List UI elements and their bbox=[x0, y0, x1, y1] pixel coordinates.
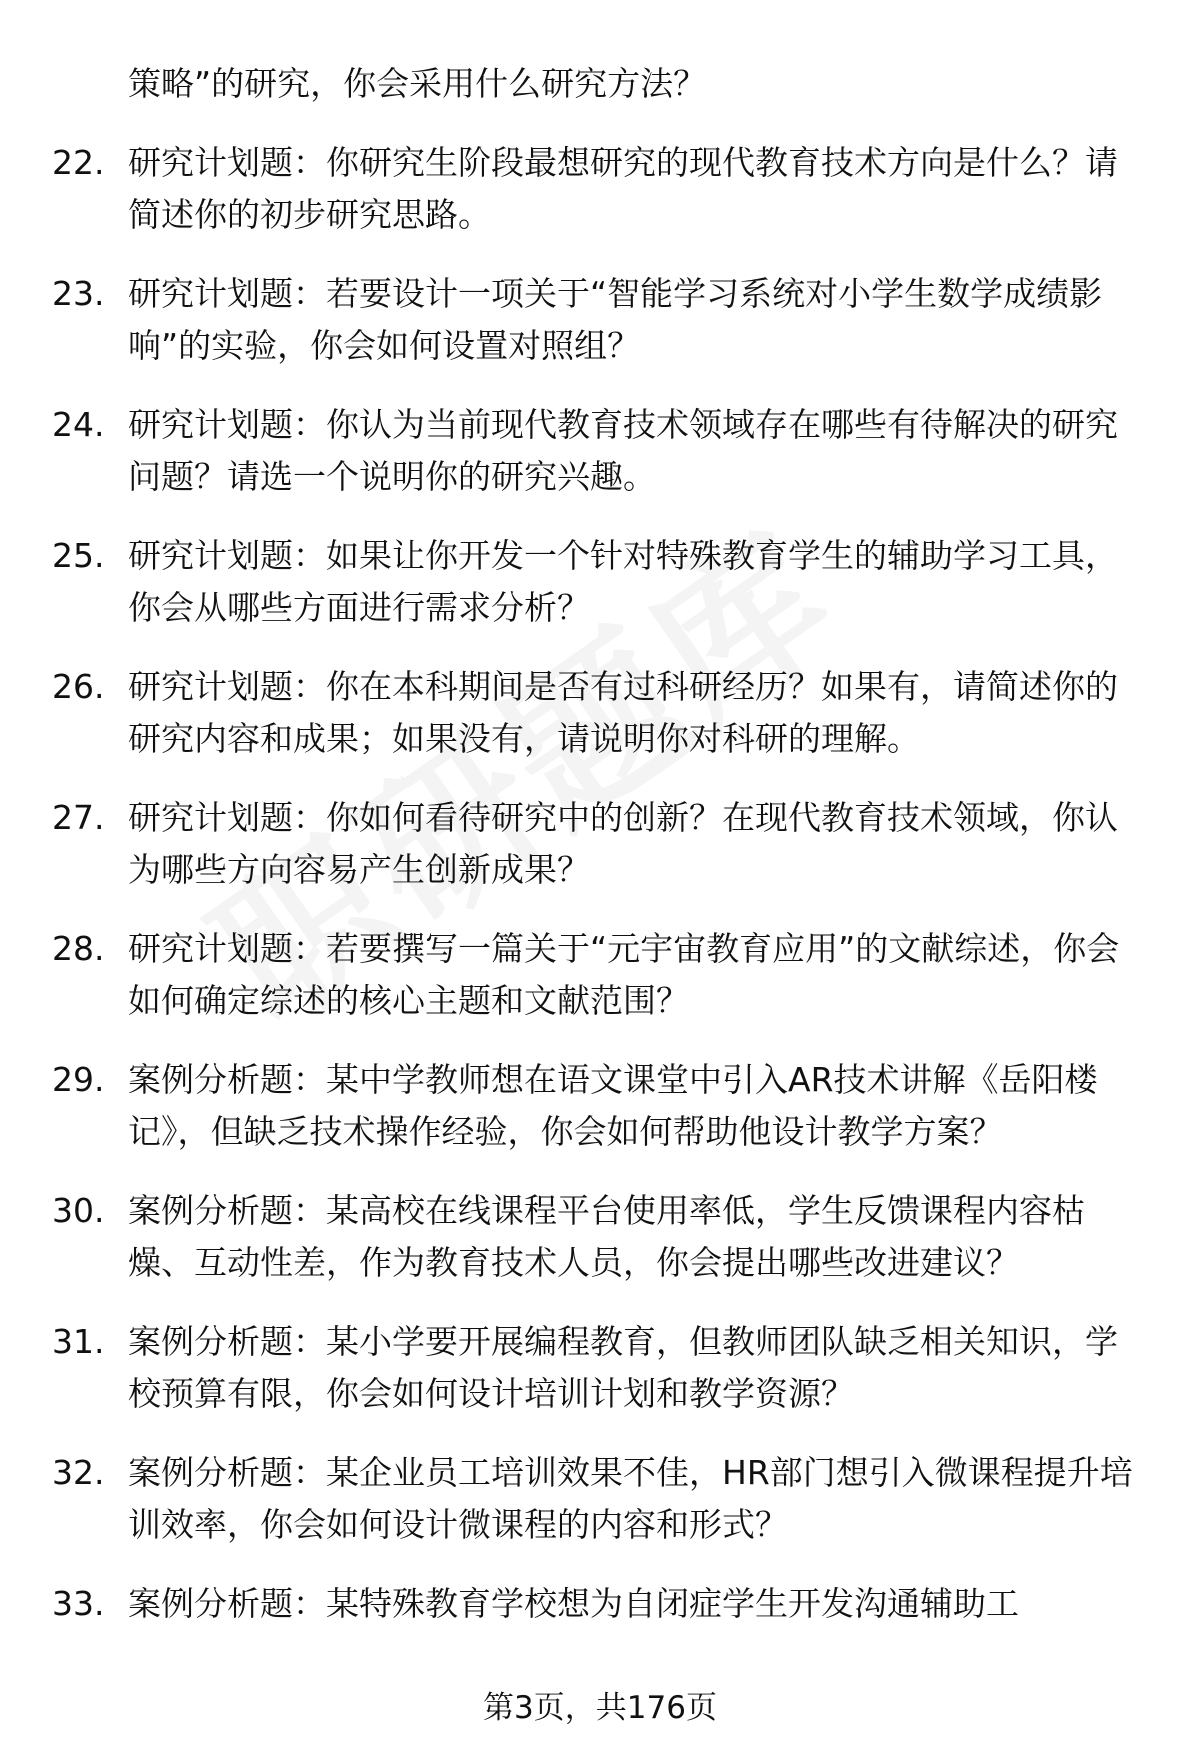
question-number: 23. bbox=[52, 274, 105, 313]
question-number: 27. bbox=[52, 798, 105, 837]
question-item-24 bbox=[0, 399, 1200, 503]
question-text: 案例分析题：某企业员工培训效果不佳，HR部门想引入微课程提升培训效率，你会如何设计微课程的内容和形式？ bbox=[128, 1453, 1133, 1544]
question-item-28 bbox=[0, 923, 1200, 1027]
question-text: 研究计划题：如果让你开发一个针对特殊教育学生的辅助学习工具，你会从哪些方面进行需求分析？ bbox=[128, 536, 1118, 627]
question-item-25 bbox=[0, 530, 1200, 634]
question-item-32 bbox=[0, 1447, 1200, 1551]
question-list bbox=[0, 58, 1200, 1657]
question-text: 研究计划题：你研究生阶段最想研究的现代教育技术方向是什么？请简述你的初步研究思路。 bbox=[128, 143, 1118, 234]
question-text: 案例分析题：某高校在线课程平台使用率低，学生反馈课程内容枯燥、互动性差，作为教育技术人员，你会提出哪些改进建议？ bbox=[128, 1191, 1085, 1282]
page-footer: 第3页，共176页 bbox=[483, 1690, 717, 1726]
question-text: 研究计划题：若要撰写一篇关于“元宇宙教育应用”的文献综述，你会如何确定综述的核心主题和文献范围？ bbox=[128, 929, 1120, 1020]
question-item-23 bbox=[0, 268, 1200, 372]
question-item-30 bbox=[0, 1185, 1200, 1289]
question-number: 32. bbox=[52, 1453, 105, 1492]
question-text: 案例分析题：某特殊教育学校想为自闭症学生开发沟通辅助工 bbox=[128, 1584, 1019, 1623]
question-item-29 bbox=[0, 1054, 1200, 1158]
question-item-26 bbox=[0, 661, 1200, 765]
question-number: 28. bbox=[52, 929, 105, 968]
question-number: 31. bbox=[52, 1322, 105, 1361]
question-text: 案例分析题：某小学要开展编程教育，但教师团队缺乏相关知识，学校预算有限，你会如何设计培训计划和教学资源？ bbox=[128, 1322, 1118, 1413]
question-text: 研究计划题：你认为当前现代教育技术领域存在哪些有待解决的研究问题？请选一个说明你的研究兴趣。 bbox=[128, 405, 1118, 496]
question-number: 22. bbox=[52, 143, 105, 182]
question-text: 研究计划题：你如何看待研究中的创新？在现代教育技术领域，你认为哪些方向容易产生创新成果？ bbox=[128, 798, 1118, 889]
question-number: 29. bbox=[52, 1060, 105, 1099]
question-item-27 bbox=[0, 792, 1200, 896]
question-number: 33. bbox=[52, 1584, 105, 1623]
question-text: 研究计划题：若要设计一项关于“智能学习系统对小学生数学成绩影响”的实验，你会如何设置对照组？ bbox=[128, 274, 1103, 365]
question-text: 研究计划题：你在本科期间是否有过科研经历？如果有，请简述你的研究内容和成果；如果没有，请说明你对科研的理解。 bbox=[128, 667, 1118, 758]
carry-over-line: 策略”的研究，你会采用什么研究方法？ bbox=[128, 64, 707, 103]
question-number: 26. bbox=[52, 667, 105, 706]
question-number: 25. bbox=[52, 536, 105, 575]
question-item-31 bbox=[0, 1316, 1200, 1420]
question-item-22 bbox=[0, 137, 1200, 241]
question-number: 30. bbox=[52, 1191, 105, 1230]
question-item-33 bbox=[0, 1578, 1200, 1630]
question-number: 24. bbox=[52, 405, 105, 444]
question-text: 案例分析题：某中学教师想在语文课堂中引入AR技术讲解《岳阳楼记》，但缺乏技术操作经验，你会如何帮助他设计教学方案？ bbox=[128, 1060, 1098, 1151]
